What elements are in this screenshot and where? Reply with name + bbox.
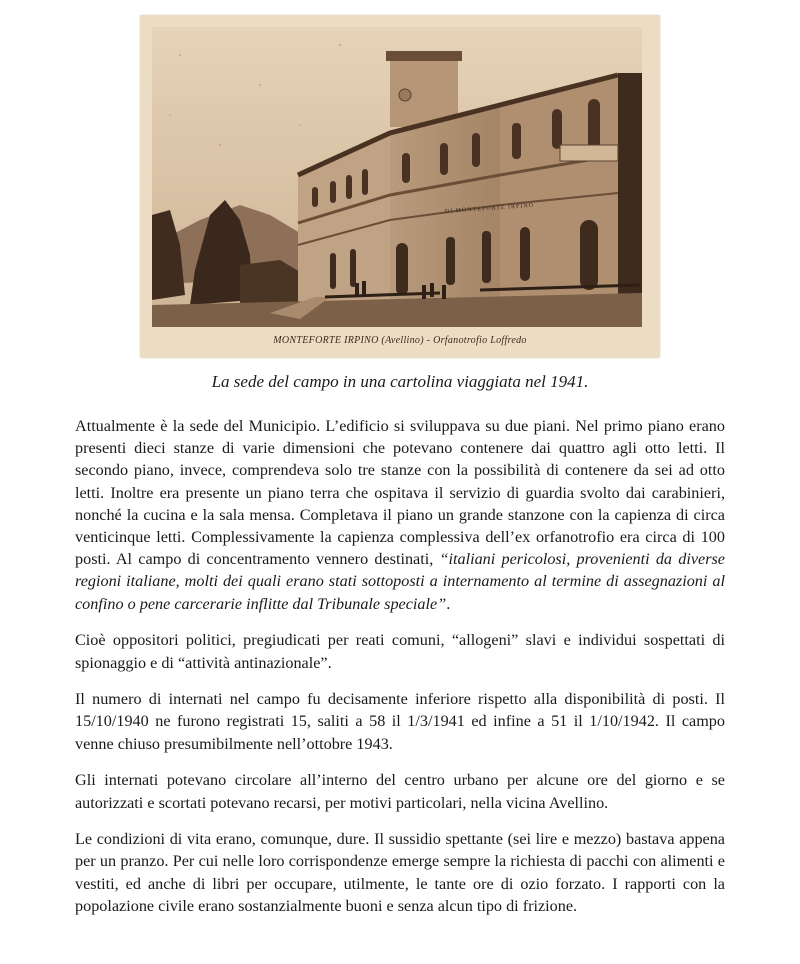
paragraph-1-text: Attualmente è la sede del Municipio. L’edificio si sviluppava su due piani. Nel primo piano erano presenti dieci stanze di varie dimensioni che potevano contenere dai quattro agli otto letti. Il secondo piano, invece, comprendeva solo tre stanze con la possibilità di contenere da sei ad otto letti. Inoltre era presente un piano terra che ospitava il servizio di guardia svolto dai carabinieri, nonché la cucina e la sala mensa. Completava il piano un grande stanzone con la capienza di circa venticinque letti. Complessivamente la capienza complessiva dell’ex orfanotrofio era circa di 100 posti. Al campo di concentramento vennero destinati, [75, 417, 725, 569]
paragraph-5: Le condizioni di vita erano, comunque, dure. Il sussidio spettante (sei lire e mezzo) bastava appena per un pranzo. Per cui nelle loro corrispondenze emerge sempre la richiesta di pacchi con alimenti e vestiti, ed anche di libri per occupare, utilmente, le tante ore di ozio forzato. I rapporti con la popolazione civile erano sostanzialmente buoni e senza alcun tipo di frizione. [75, 830, 725, 915]
paragraph-1-end: . [446, 594, 451, 613]
building-edge [618, 73, 642, 327]
facade-lettering: DI MONTEFORTE IRPINO [444, 202, 535, 215]
clock-face [399, 89, 411, 101]
figure-caption: La sede del campo in una cartolina viaggiata nel 1941. [211, 372, 589, 391]
paragraph-1 [75, 415, 725, 615]
balcony [560, 145, 618, 161]
paragraph-4: Gli internati potevano circolare all’interno del centro urbano per alcune ore del giorno e se autorizzati e scortati potevano recarsi, per motivi particolari, nella vicina Avellino. [75, 771, 725, 812]
paragraph-1-quote: “italiani pericolosi, provenienti da diverse regioni italiane, molti dei quali erano stati sottoposti a internamento al termine di assegnazioni al confino o pene carcerarie inflitte dal Tribunale speciale” [75, 550, 725, 613]
postcard-printed-caption: MONTEFORTE IRPINO (Avellino) - Orfanotrofio Loffredo [273, 335, 527, 346]
paragraph-3: Il numero di internati nel campo fu decisamente inferiore rispetto alla disponibilità di posti. Il 15/10/1940 ne furono registrati 15, saliti a 58 il 1/3/1941 ed infine a 51 il 1/10/1942. Il campo venne chiuso presumibilmente nell’ottobre 1943. [75, 690, 725, 753]
postcard-image [140, 15, 660, 358]
postcard-photo [140, 15, 660, 358]
paragraph-2: Cioè oppositori politici, pregiudicati per reati comuni, “allogeni” slavi e individui sospettati di spionaggio e di “attività antinazionale”. [75, 631, 725, 672]
article-body [75, 415, 725, 932]
